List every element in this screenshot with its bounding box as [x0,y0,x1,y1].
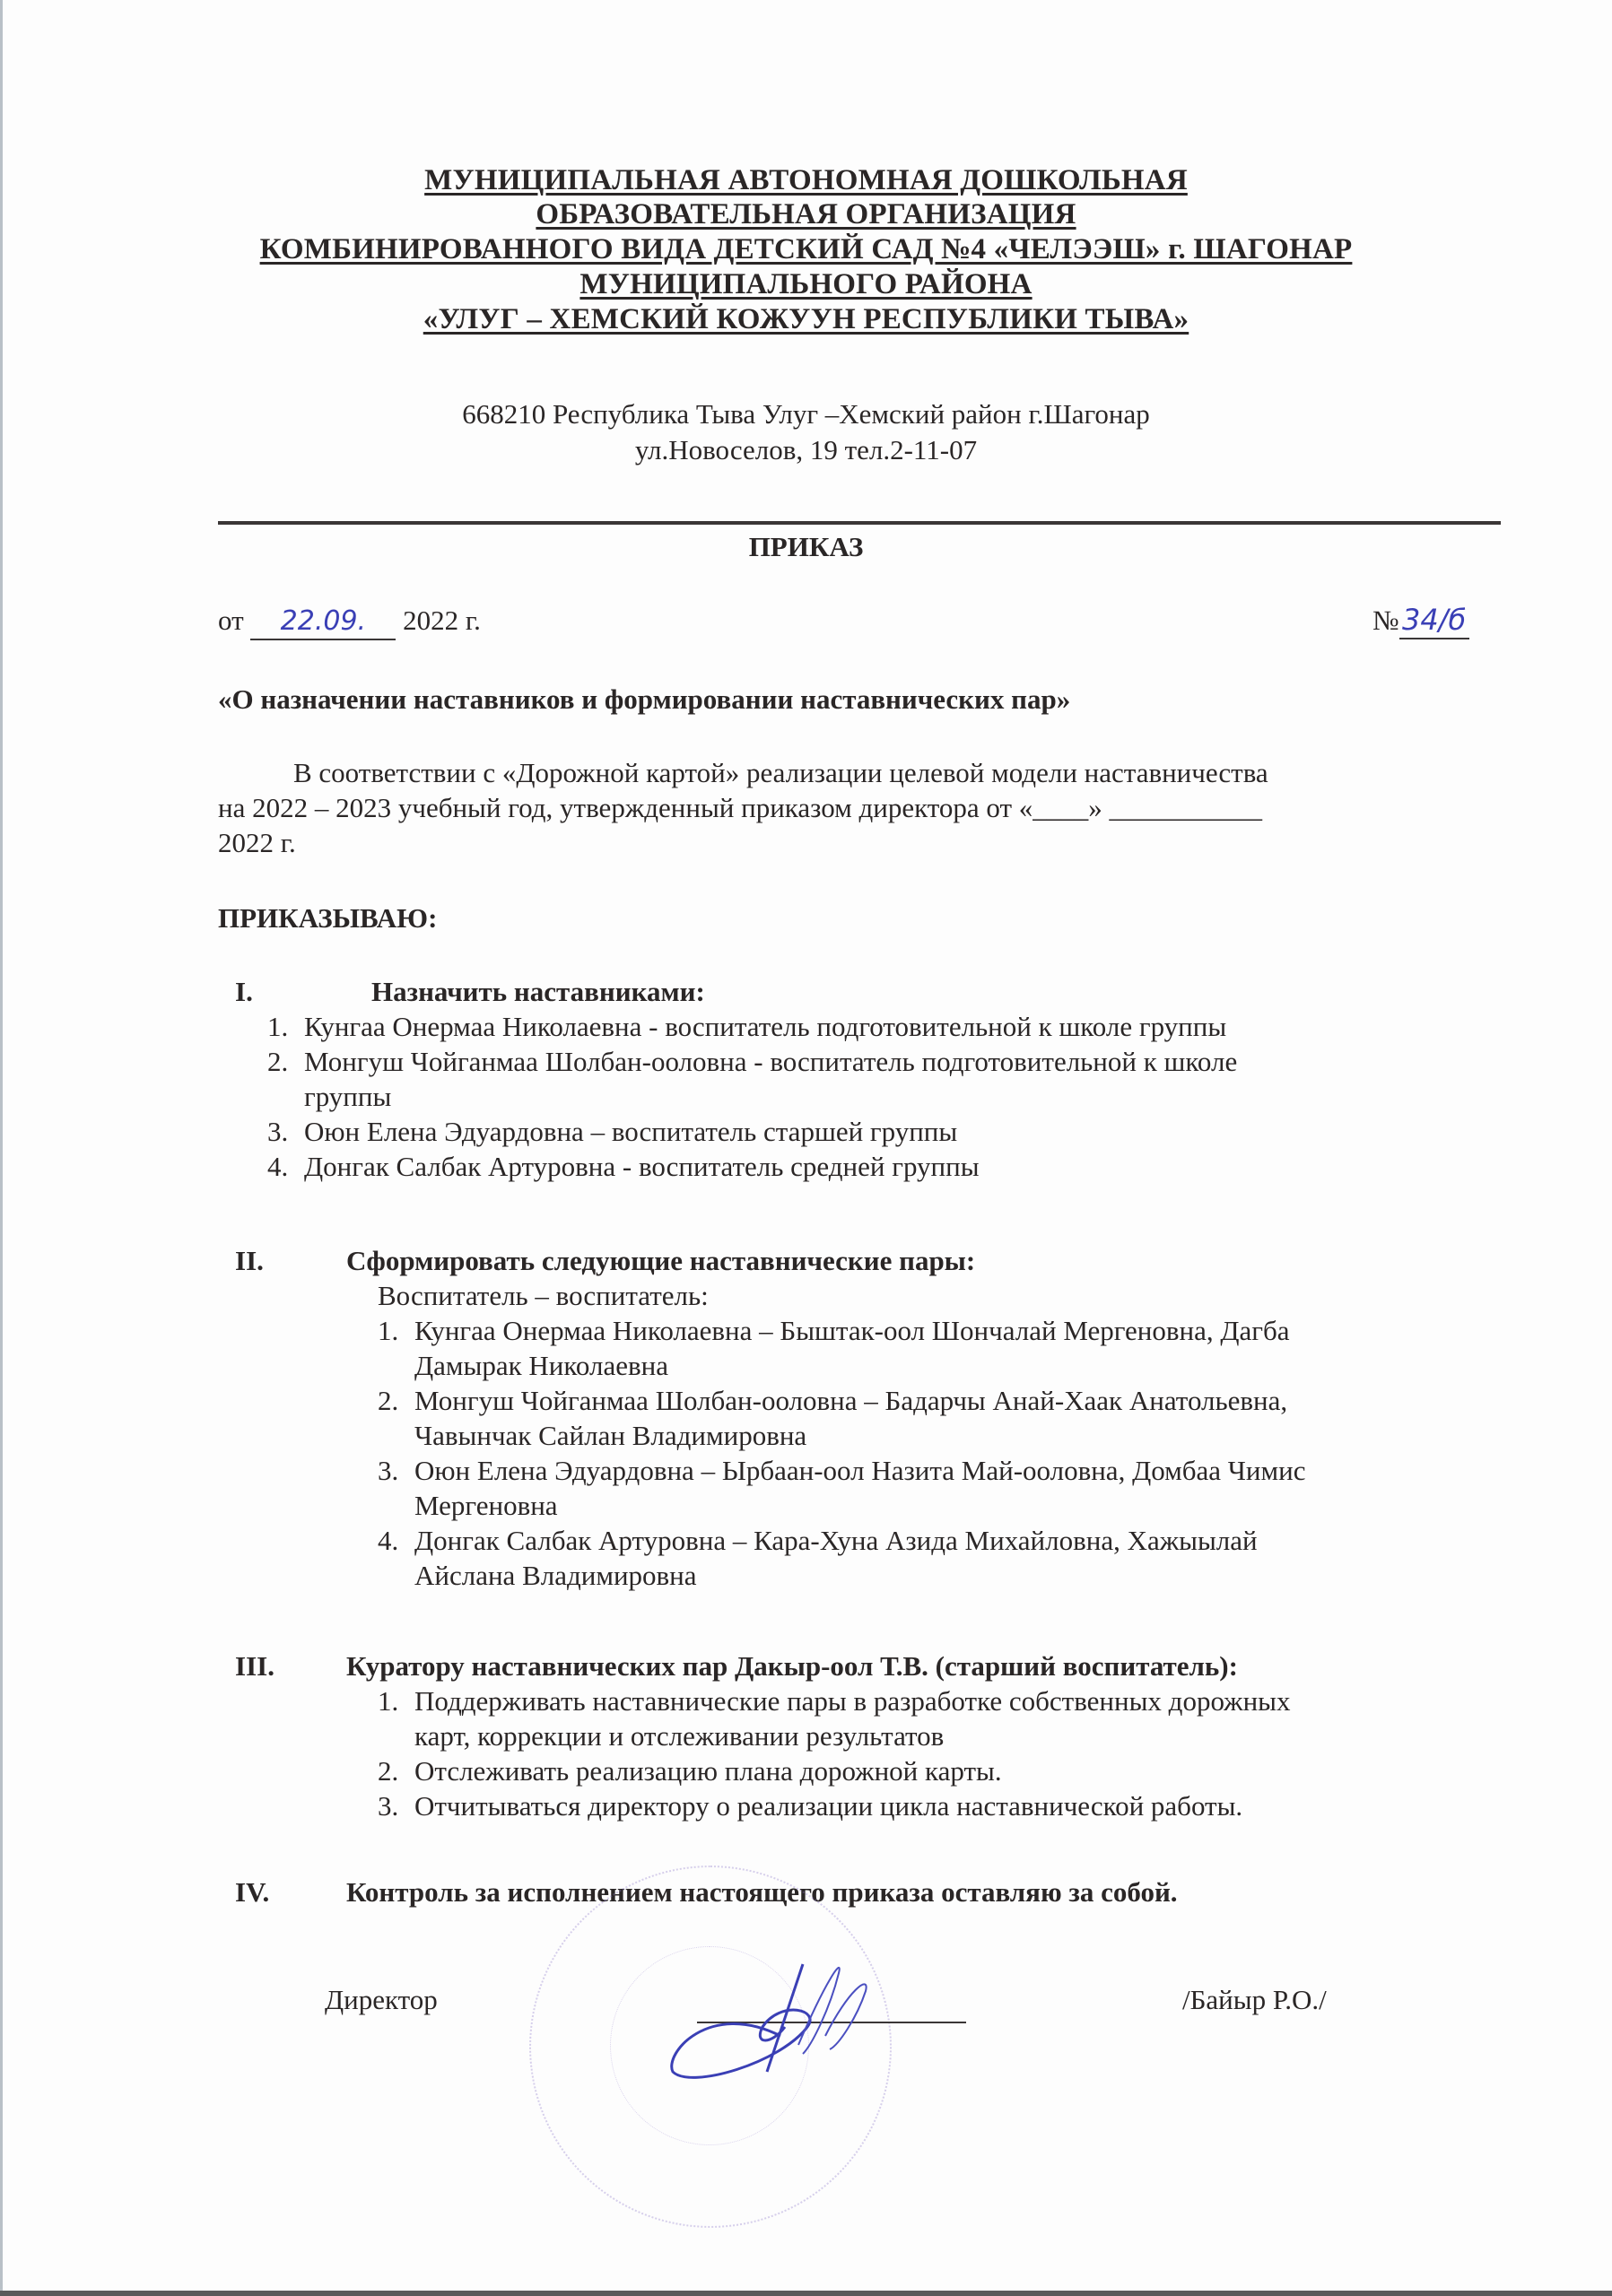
section-1-list [267,1009,1505,1184]
list-item [378,1753,1526,1788]
section-4-numeral: IV. [235,1876,270,1908]
section-1-heading [235,974,705,1009]
item-text: Монгуш Чойганмаа Шолбан-ооловна – Бадарчы Анай-Хаак Анатольевна, [414,1385,1288,1416]
item-text: Отслеживать реализацию плана дорожной карты. [414,1755,1002,1787]
section-2-heading [235,1243,975,1278]
section-3-title: Куратору наставнических пар Дакыр-оол Т.В. (старший воспитатель): [346,1650,1238,1682]
item-text: Оюн Елена Эдуардовна – Ырбаан-оол Назита Май-ооловна, Домбаа Чимис [414,1455,1306,1486]
list-item [267,1044,1505,1114]
item-text: Отчитываться директору о реализации цикла наставнической работы. [414,1790,1243,1822]
item-text: Донгак Салбак Артуровна - воспитатель средней группы [304,1151,980,1182]
item-number: 1. [378,1685,399,1717]
section-2-subheading: Воспитатель – воспитатель: [378,1280,709,1311]
list-item [378,1313,1526,1383]
section-2-numeral: II. [235,1245,264,1276]
date-year: 2022 г. [403,604,481,636]
number-prefix: № [1372,604,1399,636]
document-title: ПРИКАЗ [748,531,864,562]
item-number: 3. [378,1790,399,1822]
preamble-line-2: на 2022 – 2023 учебный год, утвержденный приказом директора от «____» ___________ [218,792,1263,823]
item-text: Оюн Елена Эдуардовна – воспитатель старшей группы [304,1116,958,1147]
order-date [218,603,481,640]
list-item [378,1683,1526,1753]
signature-position: Директор [325,1984,438,2015]
org-name-line-1: МУНИЦИПАЛЬНАЯ АВТОНОМНАЯ ДОШКОЛЬНАЯ [424,164,1188,196]
item-text: Поддерживать наставнические пары в разработке собственных дорожных [414,1685,1291,1717]
list-item [378,1523,1526,1593]
scan-edge-left [0,0,3,2296]
date-handwritten: 22.09. [250,604,396,640]
item-number: 1. [378,1315,399,1346]
scan-edge-bottom [0,2291,1612,2296]
item-text-cont: Айслана Владимировна [414,1560,697,1591]
section-1-numeral: I. [235,976,253,1007]
order-subject: «О назначении наставников и формировании наставнических пар» [218,683,1071,715]
section-3-heading [235,1648,1238,1683]
section-2-list [378,1313,1526,1593]
list-item [267,1114,1505,1149]
item-number: 4. [378,1525,399,1556]
item-text: Кунгаа Онермаа Николаевна – Быштак-оол Шончалай Мергеновна, Дагба [414,1315,1290,1346]
header-divider [218,521,1501,525]
item-text-cont: Мергеновна [414,1490,558,1521]
item-text: Донгак Салбак Артуровна – Кара-Хуна Азида Михайловна, Хажыылай [414,1525,1258,1556]
address-line-1: 668210 Республика Тыва Улуг –Хемский район г.Шагонар [462,398,1150,430]
item-number: 2. [378,1385,399,1416]
item-text-cont: Дамырак Николаевна [414,1350,668,1381]
list-item [267,1149,1505,1184]
section-4-title: Контроль за исполнением настоящего приказа оставляю за собой. [346,1876,1178,1908]
section-2-title: Сформировать следующие наставнические пары: [346,1245,976,1276]
order-number [1372,603,1469,639]
item-text-cont: карт, коррекции и отслеживании результатов [414,1720,945,1752]
org-name-line-3: КОМБИНИРОВАННОГО ВИДА ДЕТСКИЙ САД №4 «ЧЕЛЭЭШ» г. ШАГОНАР [259,233,1353,265]
item-number: 2. [378,1755,399,1787]
org-name-line-2: ОБРАЗОВАТЕЛЬНАЯ ОРГАНИЗАЦИЯ [536,198,1076,230]
date-prefix: от [218,604,244,636]
number-handwritten: 34/б [1399,603,1469,639]
section-3-list [378,1683,1526,1823]
item-text: Кунгаа Онермаа Николаевна - воспитатель подготовительной к школе группы [304,1011,1227,1042]
item-number: 3. [378,1455,399,1486]
preamble-line-1: В соответствии с «Дорожной картой» реализации целевой модели наставничества [293,757,1268,788]
list-item [378,1788,1526,1823]
item-number: 4. [267,1151,289,1182]
directive-heading: ПРИКАЗЫВАЮ: [218,902,438,934]
item-number: 3. [267,1116,289,1147]
item-text: Монгуш Чойганмаа Шолбан-ооловна - воспитатель подготовительной к школе [304,1046,1238,1077]
org-name-line-5: «УЛУГ – ХЕМСКИЙ КОЖУУН РЕСПУБЛИКИ ТЫВА» [423,303,1189,335]
preamble-line-3: 2022 г. [218,827,296,858]
section-1-title: Назначить наставниками: [371,976,705,1007]
section-3-numeral: III. [235,1650,274,1682]
list-item [378,1383,1526,1453]
item-number: 1. [267,1011,289,1042]
address-line-2: ул.Новоселов, 19 тел.2-11-07 [634,434,978,465]
signature-scribble-icon [655,1946,960,2090]
list-item [267,1009,1505,1044]
item-text-cont: группы [304,1081,392,1112]
org-name-line-4: МУНИЦИПАЛЬНОГО РАЙОНА [579,268,1033,300]
signatory-name: /Байыр Р.О./ [1182,1984,1327,2015]
item-text-cont: Чавынчак Сайлан Владимировна [414,1420,807,1451]
list-item [378,1453,1526,1523]
item-number: 2. [267,1046,289,1077]
